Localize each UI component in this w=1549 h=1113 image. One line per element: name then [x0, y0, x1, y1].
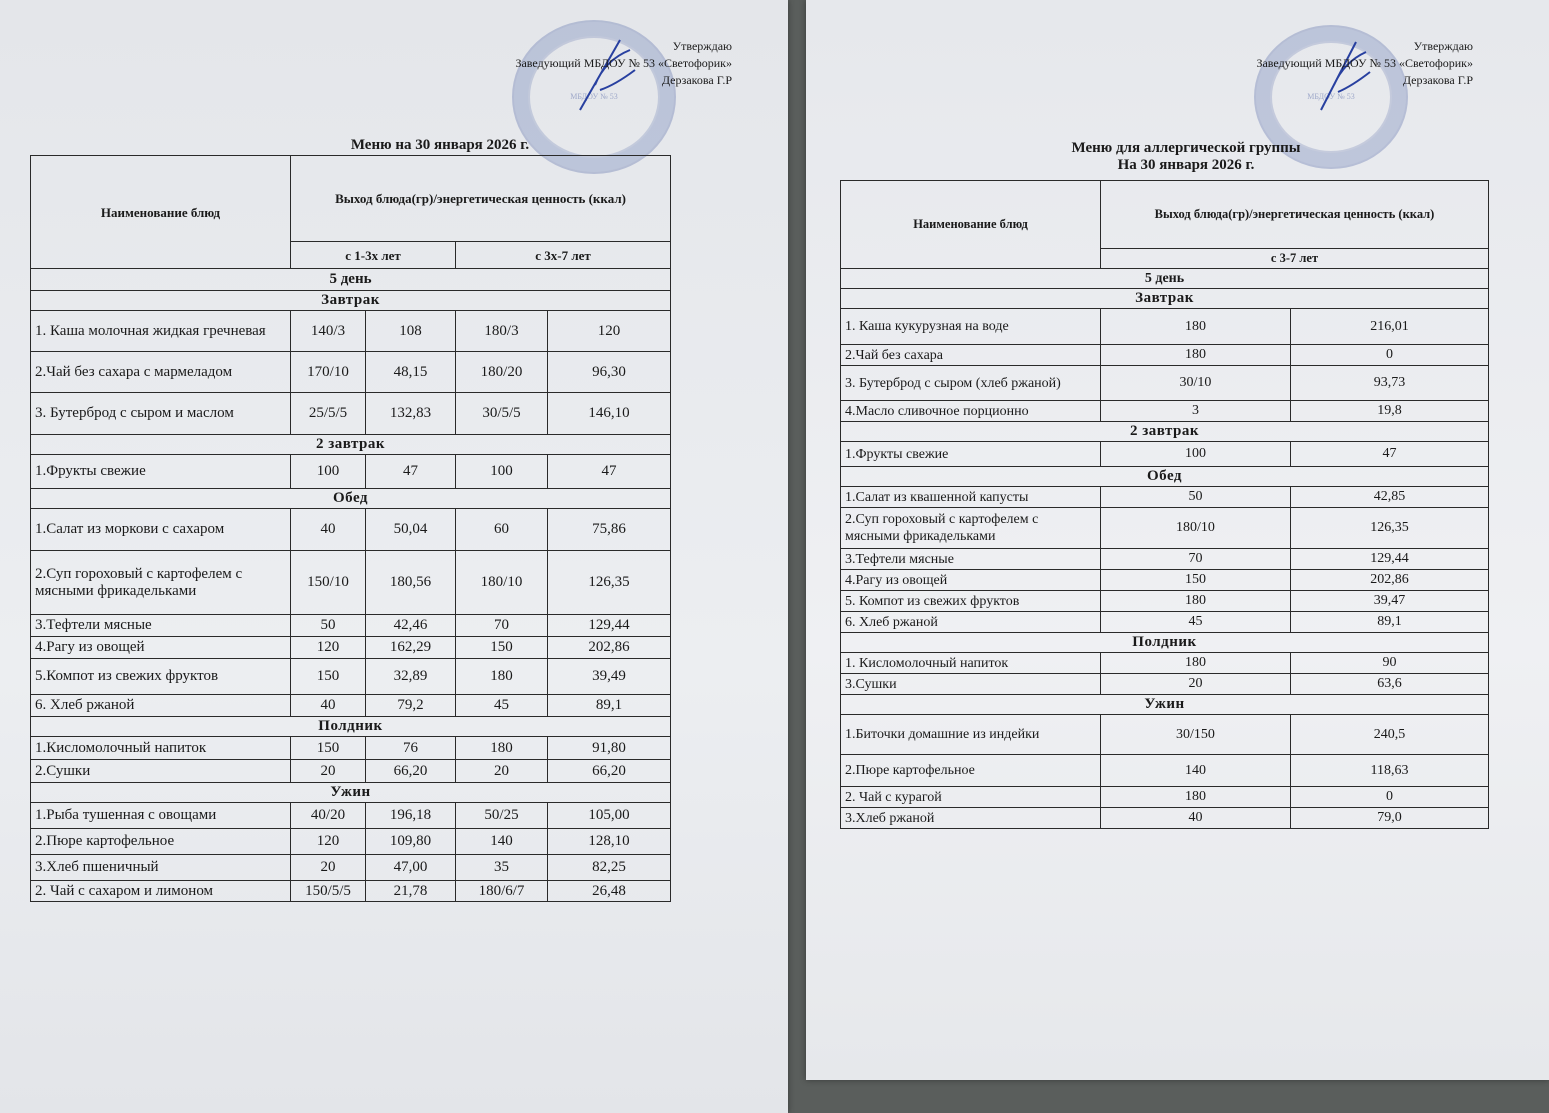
- kcal-1-3: 162,29: [366, 637, 456, 659]
- portion-3-7: 40: [1101, 808, 1291, 829]
- portion-1-3: 40: [291, 695, 366, 717]
- portion-3-7: 70: [1101, 549, 1291, 570]
- portion-1-3: 120: [291, 637, 366, 659]
- header-dish: Наименование блюд: [841, 181, 1101, 269]
- kcal-3-7: 93,73: [1291, 366, 1489, 401]
- section-row: [31, 435, 671, 455]
- approval-word: Утверждаю: [672, 39, 732, 53]
- dish-name: 2.Суп гороховый с картофелем с мясными фрикадельками: [841, 508, 1101, 549]
- kcal-1-3: 108: [366, 311, 456, 352]
- portion-3-7: 30/10: [1101, 366, 1291, 401]
- section-row: [841, 633, 1489, 653]
- dish-name: 4.Масло сливочное порционно: [841, 401, 1101, 422]
- dish-name: 3.Тефтели мясные: [841, 549, 1101, 570]
- dish-name: 3.Хлеб ржаной: [841, 808, 1101, 829]
- table-row: [841, 345, 1489, 366]
- table-row: [841, 508, 1489, 549]
- table-row: [31, 659, 671, 695]
- kcal-3-7: 26,48: [548, 881, 671, 902]
- dish-name: 1.Рыба тушенная с овощами: [31, 803, 291, 829]
- header-row: [841, 181, 1489, 249]
- table-row: [31, 829, 671, 855]
- portion-1-3: 120: [291, 829, 366, 855]
- kcal-3-7: 216,01: [1291, 309, 1489, 345]
- portion-3-7: 3: [1101, 401, 1291, 422]
- table-row: [841, 715, 1489, 755]
- approval-position: Заведующий МБДОУ № 53 «Светофорик»: [1256, 56, 1473, 70]
- section-title: Ужин: [841, 695, 1489, 715]
- kcal-1-3: 47: [366, 455, 456, 489]
- table-row: [31, 803, 671, 829]
- table-row: [841, 612, 1489, 633]
- approval-word: Утверждаю: [1413, 39, 1473, 53]
- section-row: [841, 422, 1489, 442]
- menu-table: [30, 155, 671, 902]
- portion-3-7: 100: [1101, 442, 1291, 467]
- table-row: [841, 442, 1489, 467]
- table-row: [31, 695, 671, 717]
- header-age-1-3: с 1-3х лет: [291, 242, 456, 269]
- portion-3-7: 180/3: [456, 311, 548, 352]
- kcal-3-7: 89,1: [548, 695, 671, 717]
- kcal-1-3: 76: [366, 737, 456, 760]
- kcal-1-3: 79,2: [366, 695, 456, 717]
- day-label: 5 день: [841, 269, 1489, 289]
- kcal-1-3: 132,83: [366, 393, 456, 435]
- kcal-3-7: 79,0: [1291, 808, 1489, 829]
- portion-3-7: 150: [1101, 570, 1291, 591]
- section-row: [841, 467, 1489, 487]
- portion-3-7: 180: [456, 659, 548, 695]
- kcal-3-7: 47: [1291, 442, 1489, 467]
- table-row: [841, 366, 1489, 401]
- section-title: Завтрак: [31, 291, 671, 311]
- table-row: [31, 737, 671, 760]
- table-row: [841, 549, 1489, 570]
- table-row: [31, 455, 671, 489]
- dish-name: 6. Хлеб ржаной: [31, 695, 291, 717]
- portion-3-7: 140: [1101, 755, 1291, 787]
- portion-3-7: 50: [1101, 487, 1291, 508]
- section-title: 2 завтрак: [31, 435, 671, 455]
- portion-3-7: 35: [456, 855, 548, 881]
- portion-3-7: 50/25: [456, 803, 548, 829]
- table-row: [841, 591, 1489, 612]
- portion-3-7: 70: [456, 615, 548, 637]
- section-row: [31, 291, 671, 311]
- dish-name: 3. Бутерброд с сыром (хлеб ржаной): [841, 366, 1101, 401]
- table-row: [841, 570, 1489, 591]
- kcal-1-3: 196,18: [366, 803, 456, 829]
- section-row: [841, 289, 1489, 309]
- dish-name: 1.Салат из моркови с сахаром: [31, 509, 291, 551]
- kcal-3-7: 120: [548, 311, 671, 352]
- kcal-3-7: 126,35: [548, 551, 671, 615]
- section-title: Ужин: [31, 783, 671, 803]
- table-row: [31, 855, 671, 881]
- dish-name: 3.Хлеб пшеничный: [31, 855, 291, 881]
- portion-1-3: 25/5/5: [291, 393, 366, 435]
- section-row: [31, 717, 671, 737]
- kcal-1-3: 32,89: [366, 659, 456, 695]
- dish-name: 3. Бутерброд с сыром и маслом: [31, 393, 291, 435]
- portion-3-7: 180/20: [456, 352, 548, 393]
- approval-name: Дерзакова Г.Р: [1402, 73, 1473, 87]
- dish-name: 1.Салат из квашенной капусты: [841, 487, 1101, 508]
- table-row: [841, 787, 1489, 808]
- menu-table: [840, 180, 1489, 829]
- table-row: [841, 755, 1489, 787]
- page-title: [230, 137, 650, 154]
- table-row: [31, 551, 671, 615]
- header-dish: Наименование блюд: [31, 156, 291, 269]
- page-title: [986, 140, 1386, 174]
- portion-3-7: 180: [1101, 345, 1291, 366]
- dish-name: 5. Компот из свежих фруктов: [841, 591, 1101, 612]
- portion-1-3: 170/10: [291, 352, 366, 393]
- table-row: [31, 760, 671, 783]
- dish-name: 3.Сушки: [841, 674, 1101, 695]
- kcal-3-7: 0: [1291, 787, 1489, 808]
- portion-1-3: 40/20: [291, 803, 366, 829]
- dish-name: 1.Фрукты свежие: [31, 455, 291, 489]
- kcal-3-7: 202,86: [548, 637, 671, 659]
- section-row: [841, 695, 1489, 715]
- section-title: Обед: [841, 467, 1489, 487]
- table-row: [841, 674, 1489, 695]
- approval-block: [1161, 38, 1473, 89]
- dish-name: 2.Сушки: [31, 760, 291, 783]
- dish-name: 2. Чай с курагой: [841, 787, 1101, 808]
- kcal-3-7: 128,10: [548, 829, 671, 855]
- kcal-3-7: 126,35: [1291, 508, 1489, 549]
- dish-name: 2.Пюре картофельное: [841, 755, 1101, 787]
- kcal-3-7: 63,6: [1291, 674, 1489, 695]
- portion-3-7: 140: [456, 829, 548, 855]
- kcal-3-7: 105,00: [548, 803, 671, 829]
- kcal-3-7: 39,47: [1291, 591, 1489, 612]
- portion-1-3: 20: [291, 760, 366, 783]
- page-title-line1: Меню для аллергической группы: [1071, 140, 1301, 156]
- portion-1-3: 150/10: [291, 551, 366, 615]
- stamp-text: МБДОУ № 53: [570, 92, 618, 101]
- dish-name: 2.Чай без сахара с мармеладом: [31, 352, 291, 393]
- kcal-3-7: 42,85: [1291, 487, 1489, 508]
- dish-name: 1.Фрукты свежие: [841, 442, 1101, 467]
- kcal-3-7: 0: [1291, 345, 1489, 366]
- approval-position: Заведующий МБДОУ № 53 «Светофорик»: [515, 56, 732, 70]
- section-title: Обед: [31, 489, 671, 509]
- section-title: Полдник: [841, 633, 1489, 653]
- dish-name: 4.Рагу из овощей: [841, 570, 1101, 591]
- kcal-1-3: 21,78: [366, 881, 456, 902]
- kcal-1-3: 48,15: [366, 352, 456, 393]
- portion-3-7: 180: [1101, 653, 1291, 674]
- kcal-1-3: 109,80: [366, 829, 456, 855]
- kcal-3-7: 39,49: [548, 659, 671, 695]
- dish-name: 2.Чай без сахара: [841, 345, 1101, 366]
- dish-name: 2.Пюре картофельное: [31, 829, 291, 855]
- portion-3-7: 180/10: [1101, 508, 1291, 549]
- portion-3-7: 30/5/5: [456, 393, 548, 435]
- kcal-3-7: 89,1: [1291, 612, 1489, 633]
- table-row: [841, 808, 1489, 829]
- section-row: [31, 489, 671, 509]
- page-title-text: Меню на 30 января 2026 г.: [350, 137, 530, 153]
- day-row: [841, 269, 1489, 289]
- portion-1-3: 150: [291, 737, 366, 760]
- portion-3-7: 180/10: [456, 551, 548, 615]
- dish-name: 3.Тефтели мясные: [31, 615, 291, 637]
- portion-3-7: 180: [1101, 309, 1291, 345]
- table-row: [841, 309, 1489, 345]
- header-output: Выход блюда(гр)/энергетическая ценность (ккал): [1101, 181, 1489, 249]
- kcal-1-3: 66,20: [366, 760, 456, 783]
- dish-name: 1. Кисломолочный напиток: [841, 653, 1101, 674]
- kcal-3-7: 118,63: [1291, 755, 1489, 787]
- kcal-1-3: 42,46: [366, 615, 456, 637]
- section-title: Завтрак: [841, 289, 1489, 309]
- table-row: [31, 615, 671, 637]
- stamp-text: МБДОУ № 53: [1307, 92, 1355, 101]
- table-row: [31, 509, 671, 551]
- kcal-3-7: 146,10: [548, 393, 671, 435]
- kcal-3-7: 47: [548, 455, 671, 489]
- section-title: Полдник: [31, 717, 671, 737]
- portion-1-3: 140/3: [291, 311, 366, 352]
- kcal-3-7: 75,86: [548, 509, 671, 551]
- kcal-3-7: 91,80: [548, 737, 671, 760]
- header-row: [31, 156, 671, 242]
- portion-1-3: 150/5/5: [291, 881, 366, 902]
- portion-1-3: 150: [291, 659, 366, 695]
- portion-3-7: 20: [1101, 674, 1291, 695]
- day-label: 5 день: [31, 269, 671, 291]
- portion-3-7: 60: [456, 509, 548, 551]
- approval-block: [420, 38, 732, 89]
- portion-1-3: 20: [291, 855, 366, 881]
- table-row: [31, 881, 671, 902]
- approval-name: Дерзакова Г.Р: [661, 73, 732, 87]
- kcal-3-7: 202,86: [1291, 570, 1489, 591]
- kcal-1-3: 47,00: [366, 855, 456, 881]
- kcal-3-7: 82,25: [548, 855, 671, 881]
- portion-3-7: 20: [456, 760, 548, 783]
- portion-3-7: 180: [1101, 787, 1291, 808]
- table-row: [841, 401, 1489, 422]
- menu-sheet-right: [806, 0, 1549, 1080]
- kcal-3-7: 129,44: [548, 615, 671, 637]
- portion-1-3: 50: [291, 615, 366, 637]
- kcal-3-7: 129,44: [1291, 549, 1489, 570]
- page-title-line2: На 30 января 2026 г.: [1117, 157, 1255, 173]
- kcal-3-7: 19,8: [1291, 401, 1489, 422]
- dish-name: 1.Биточки домашние из индейки: [841, 715, 1101, 755]
- dish-name: 1. Каша молочная жидкая гречневая: [31, 311, 291, 352]
- dish-name: 4.Рагу из овощей: [31, 637, 291, 659]
- portion-3-7: 180: [456, 737, 548, 760]
- dish-name: 2.Суп гороховый с картофелем с мясными фрикадельками: [31, 551, 291, 615]
- table-row: [841, 653, 1489, 674]
- kcal-1-3: 50,04: [366, 509, 456, 551]
- table-row: [31, 352, 671, 393]
- dish-name: 5.Компот из свежих фруктов: [31, 659, 291, 695]
- day-row: [31, 269, 671, 291]
- table-row: [841, 487, 1489, 508]
- portion-3-7: 45: [456, 695, 548, 717]
- table-row: [31, 393, 671, 435]
- kcal-3-7: 96,30: [548, 352, 671, 393]
- portion-1-3: 100: [291, 455, 366, 489]
- portion-3-7: 180: [1101, 591, 1291, 612]
- portion-1-3: 40: [291, 509, 366, 551]
- dish-name: 2. Чай с сахаром и лимоном: [31, 881, 291, 902]
- table-row: [31, 311, 671, 352]
- portion-3-7: 180/6/7: [456, 881, 548, 902]
- section-title: 2 завтрак: [841, 422, 1489, 442]
- portion-3-7: 150: [456, 637, 548, 659]
- kcal-3-7: 90: [1291, 653, 1489, 674]
- portion-3-7: 45: [1101, 612, 1291, 633]
- table-row: [31, 637, 671, 659]
- section-row: [31, 783, 671, 803]
- dish-name: 1.Кисломолочный напиток: [31, 737, 291, 760]
- portion-3-7: 30/150: [1101, 715, 1291, 755]
- header-output: Выход блюда(гр)/энергетическая ценность (ккал): [291, 156, 671, 242]
- portion-3-7: 100: [456, 455, 548, 489]
- header-age-3-7: с 3-7 лет: [1101, 249, 1489, 269]
- dish-name: 6. Хлеб ржаной: [841, 612, 1101, 633]
- kcal-3-7: 66,20: [548, 760, 671, 783]
- header-age-3-7: с 3х-7 лет: [456, 242, 671, 269]
- kcal-3-7: 240,5: [1291, 715, 1489, 755]
- dish-name: 1. Каша кукурузная на воде: [841, 309, 1101, 345]
- kcal-1-3: 180,56: [366, 551, 456, 615]
